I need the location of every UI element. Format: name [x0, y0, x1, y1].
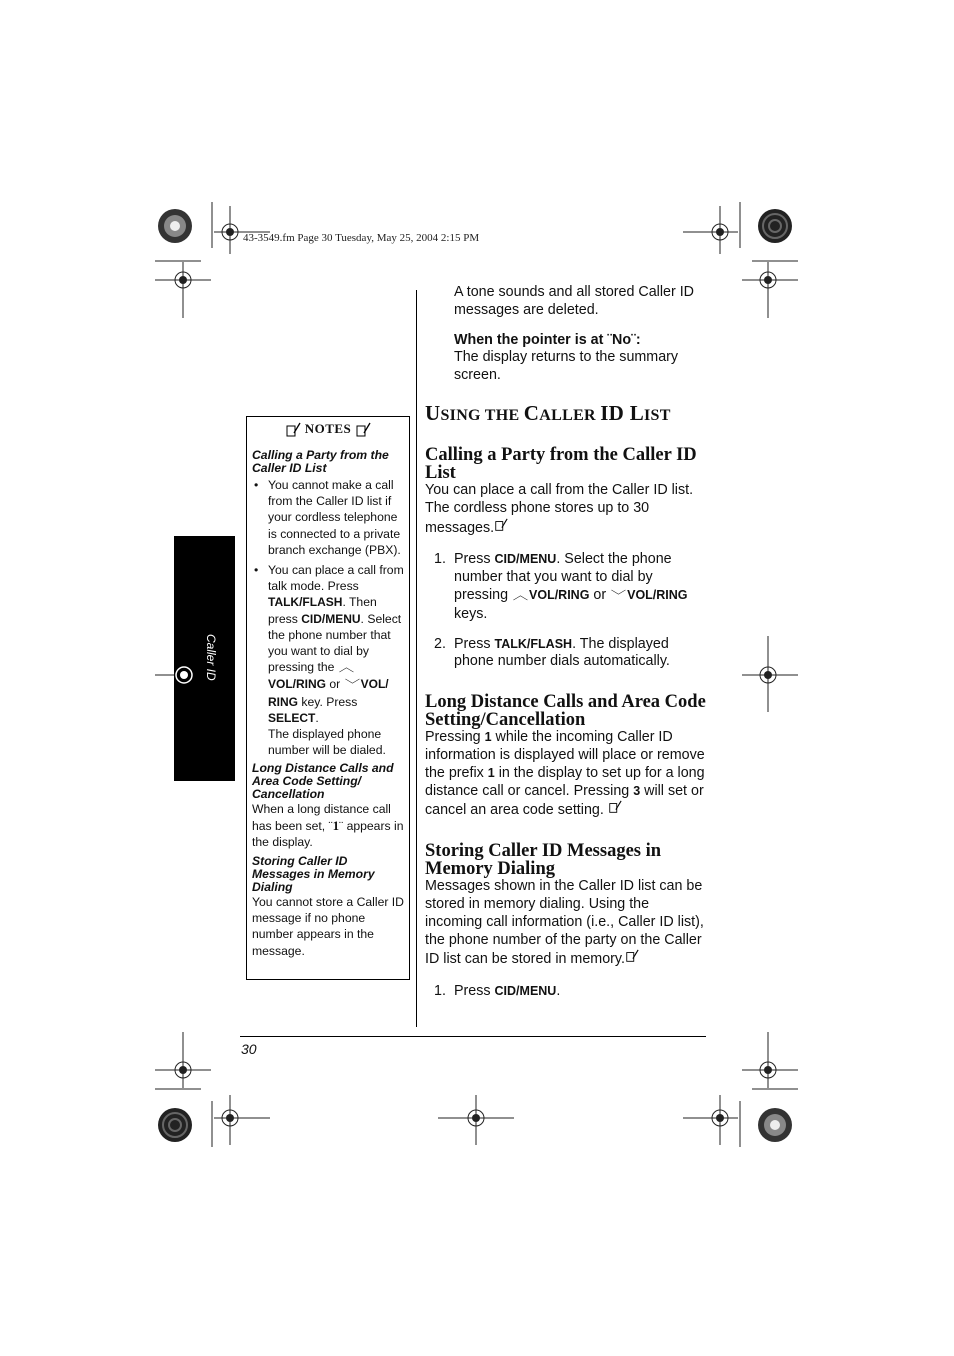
column-divider — [416, 290, 417, 1027]
main-column — [425, 284, 708, 1023]
pointer-text: The display returns to the summary screen. — [454, 349, 679, 384]
storing-body-text: Messages shown in the Caller ID list can be stored in memory dialing. Using the incoming call information (i.e., Caller ID list), the phone number of the party on the Caller ID list can be stored in memory. — [425, 878, 704, 968]
key-label: TALK/FLASH — [268, 595, 343, 610]
notes-title: NOTES — [304, 421, 352, 436]
notes-paragraph: You cannot store a Caller ID message if no phone number appears in the message. — [252, 895, 404, 958]
pencil-note-icon — [494, 518, 508, 532]
title-part: ID — [600, 400, 630, 425]
storing-heading: Storing Caller ID Messages in Memory Dialing — [425, 841, 662, 880]
page-number: 30 — [241, 1041, 257, 1057]
notes-bullet — [252, 562, 404, 758]
notes-header — [247, 421, 409, 438]
side-tab-registration-icon — [174, 665, 194, 685]
key-label: 1 — [487, 765, 495, 780]
key-label: SELECT — [268, 710, 316, 725]
key-label: VOL/RING — [627, 587, 688, 602]
chevron-up-icon: ︿ — [512, 589, 529, 602]
storing-body — [425, 878, 708, 969]
step-text: or — [589, 586, 611, 603]
notes-text: or — [326, 677, 344, 692]
chevron-down-icon: ﹀ — [344, 679, 360, 692]
long-distance-heading: Long Distance Calls and Area Code Setting/Cancellation — [425, 692, 706, 731]
title-part: ALLER — [539, 406, 601, 424]
notes-body — [252, 449, 404, 964]
notes-bullet — [252, 477, 404, 558]
key-label: VOL/RING — [268, 677, 327, 692]
key-label: 1 — [484, 730, 492, 745]
pointer-heading: When the pointer is at ¨No¨: — [454, 331, 641, 348]
title-part: SING THE — [440, 406, 524, 424]
step-text: Press — [454, 551, 495, 568]
key-label: CID/MENU — [301, 611, 361, 626]
notes-text: key. Press — [298, 694, 358, 709]
title-part: L — [629, 400, 645, 425]
tone-paragraph: A tone sounds and all stored Caller ID messages are deleted. — [454, 284, 695, 318]
calling-step-1 — [425, 551, 708, 623]
title-part: IST — [644, 406, 671, 424]
notes-list — [252, 477, 404, 758]
side-tab — [174, 536, 235, 781]
storing-section — [425, 842, 708, 1001]
pointer-paragraph — [454, 332, 708, 385]
step-text: . — [556, 983, 561, 1000]
notes-text: The displayed phone number will be dialed. — [268, 727, 386, 758]
key-label: TALK/FLASH — [494, 636, 573, 651]
title-part: U — [425, 400, 441, 425]
step-text: Press — [454, 635, 495, 652]
footer-rule — [240, 1036, 706, 1037]
notes-text: . — [315, 710, 319, 725]
calling-heading: Calling a Party from the Caller ID List — [425, 444, 697, 483]
step-number: 1. — [434, 983, 446, 1000]
body-text: while the incoming Caller ID information is displayed will place or remove the prefix — [425, 729, 705, 781]
notes-text: . Then press — [268, 595, 377, 626]
intro-block — [454, 284, 708, 385]
notes-text: When a long distance call has been set, ¨ — [252, 802, 391, 833]
pencil-note-icon — [608, 800, 622, 814]
title-part: C — [523, 400, 540, 425]
chevron-up-icon: ︿ — [338, 662, 354, 675]
key-label: 3 — [633, 783, 641, 798]
key-label: CID/MENU — [494, 984, 557, 999]
storing-step-1 — [425, 983, 708, 1001]
key-label: VOL/RING — [529, 587, 590, 602]
section-title — [425, 401, 708, 428]
key-label: 1 — [332, 817, 340, 833]
notes-text: ¨ appears in the display. — [252, 818, 404, 849]
chevron-down-icon: ﹀ — [610, 589, 627, 602]
step-number: 2. — [434, 635, 446, 652]
body-text: in the display to set up for a long distance call or cancel. Pressing — [425, 764, 705, 799]
key-label: CID/MENU — [494, 552, 557, 567]
long-distance-section — [425, 693, 708, 820]
notes-text: . Select the phone number that you want to dial by pressing the — [268, 611, 402, 675]
long-distance-body — [425, 729, 708, 820]
step-text: Press — [454, 983, 495, 1000]
notes-paragraph — [252, 801, 404, 850]
pencil-note-icon — [285, 422, 301, 438]
step-text: . Select the phone number that you want to dial by pressing — [454, 551, 672, 603]
body-text: Pressing — [425, 729, 485, 746]
step-text: . The displayed phone number dials automatically. — [454, 635, 670, 670]
step-number: 1. — [434, 551, 446, 568]
pencil-note-icon — [355, 422, 371, 438]
file-info-header: 43-3549.fm Page 30 Tuesday, May 25, 2004 2:15 PM — [243, 232, 480, 244]
step-text: keys. — [454, 605, 488, 622]
calling-section — [425, 446, 708, 671]
calling-body-text: You can place a call from the Caller ID list. The cordless phone stores up to 30 messages. — [425, 481, 694, 536]
notes-subheading: Long Distance Calls and Area Code Setting/ Cancellation — [252, 761, 394, 802]
notes-box — [246, 416, 410, 980]
pencil-note-icon — [625, 949, 639, 963]
notes-bullet-text: You cannot make a call from the Caller ID list if your cordless telephone is connected to a private branch exchange (PBX). — [268, 478, 401, 557]
calling-step-2 — [425, 636, 708, 672]
notes-text: You can place a call from talk mode. Press — [268, 563, 404, 594]
body-text: will set or cancel an area code setting. — [425, 782, 704, 819]
key-label: VOL/ RING — [268, 677, 389, 709]
notes-subheading: Storing Caller ID Messages in Memory Dialing — [252, 854, 375, 895]
calling-body — [425, 482, 708, 537]
side-tab-label: Caller ID — [204, 634, 218, 681]
notes-subheading: Calling a Party from the Caller ID List — [252, 448, 389, 475]
